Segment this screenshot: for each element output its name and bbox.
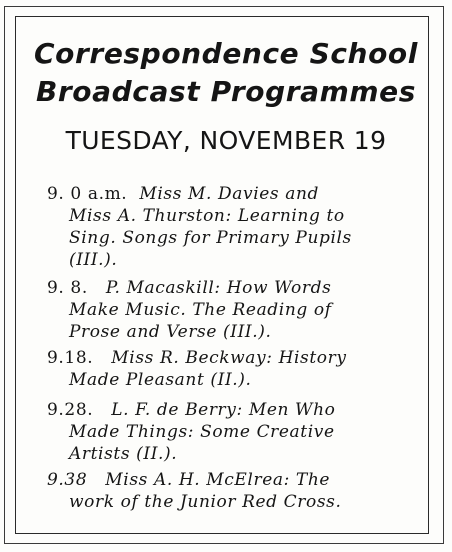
- title-line-1: Correspondence School: [34, 37, 418, 70]
- programme-time: 9.28.: [47, 400, 94, 420]
- programme-text: work of the Junior Red Cross.: [69, 492, 342, 512]
- programme-time: 9. 8.: [47, 278, 88, 298]
- programme-text: Prose and Verse (III.).: [69, 322, 272, 342]
- programme-text: L. F. de Berry: Men Who: [111, 400, 336, 420]
- programme-text: Miss A. Thurston: Learning to: [69, 206, 345, 226]
- programme-entry-0918: [47, 347, 347, 391]
- programme-text: (III.).: [69, 250, 118, 270]
- programme-time: 9.38: [47, 470, 88, 490]
- programme-time: 9. 0 a.m.: [47, 184, 128, 204]
- programme-text: Miss R. Beckway: History: [111, 348, 347, 368]
- programme-text: Made Things: Some Creative: [69, 422, 335, 442]
- programme-text: Miss A. H. McElrea: The: [105, 470, 331, 490]
- title-line-2: Broadcast Programmes: [35, 75, 417, 108]
- programme-time: 9.18.: [47, 348, 94, 368]
- programme-text: Artists (II.).: [69, 444, 178, 464]
- programme-text: Miss M. Davies and: [139, 184, 319, 204]
- programme-text: Sing. Songs for Primary Pupils: [69, 228, 352, 248]
- broadcast-date: TUESDAY, NOVEMBER 19: [65, 126, 387, 155]
- programme-text: Made Pleasant (II.).: [69, 370, 252, 390]
- programme-text: Make Music. The Reading of: [69, 300, 332, 320]
- programme-entry-0938: [47, 469, 341, 513]
- programme-text: P. Macaskill: How Words: [105, 278, 332, 298]
- programme-entry-0908: [47, 277, 332, 343]
- programme-entry-0900: [47, 183, 352, 271]
- programme-entry-0928: [47, 399, 336, 465]
